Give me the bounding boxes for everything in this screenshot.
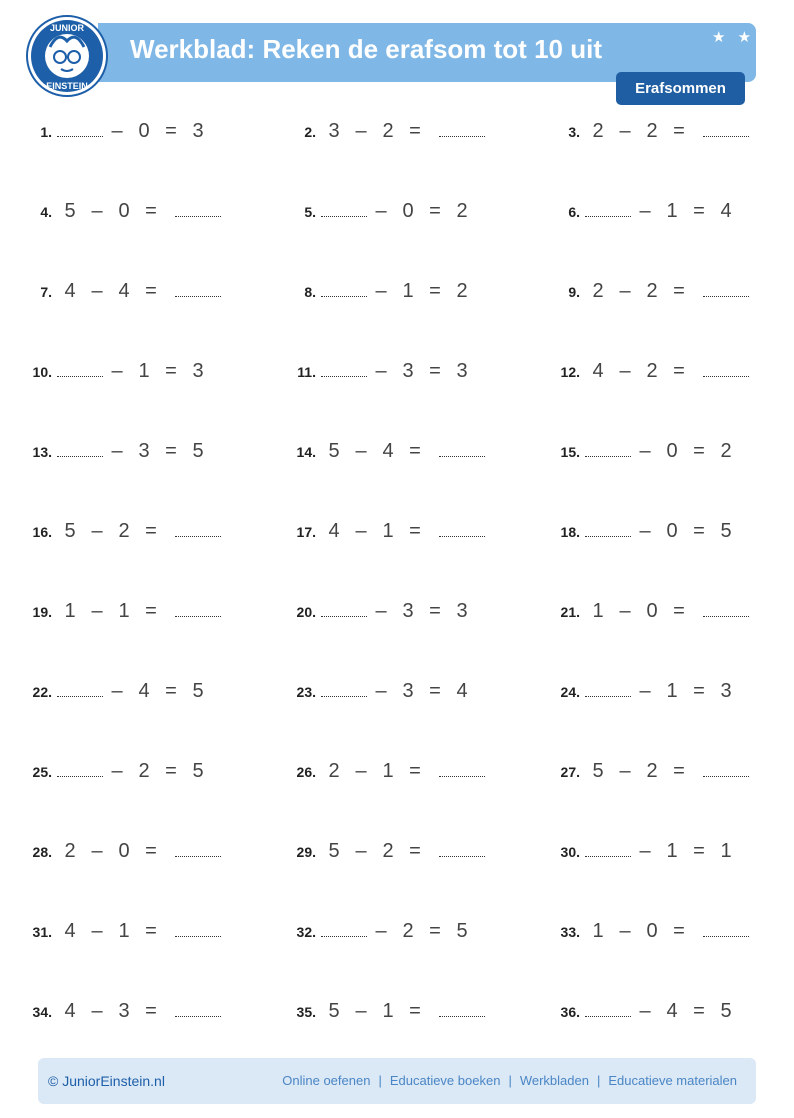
operand-a: 3 bbox=[328, 120, 340, 142]
operand-b: 2 bbox=[646, 760, 658, 782]
result: 3 bbox=[192, 120, 204, 142]
answer-blank[interactable] bbox=[703, 775, 749, 777]
operand-b: 0 bbox=[138, 120, 150, 142]
minus-sign: – bbox=[355, 440, 367, 462]
equals-sign: = bbox=[409, 520, 421, 542]
minus-sign: – bbox=[639, 200, 651, 222]
operand-b: 1 bbox=[382, 1000, 394, 1022]
exercise-item bbox=[278, 760, 485, 790]
answer-blank[interactable] bbox=[439, 455, 485, 457]
minus-sign: – bbox=[619, 120, 631, 142]
footer-link-werkbladen[interactable]: Werkbladen bbox=[519, 1073, 589, 1088]
operand-a: 4 bbox=[592, 360, 604, 382]
exercise-number: 29. bbox=[296, 844, 316, 860]
operand-b: 2 bbox=[646, 280, 658, 302]
exercise-number: 2. bbox=[304, 124, 316, 140]
exercise-item bbox=[278, 920, 475, 950]
exercise-item bbox=[542, 200, 739, 230]
equals-sign: = bbox=[673, 120, 685, 142]
equals-sign: = bbox=[145, 840, 157, 862]
answer-blank[interactable] bbox=[175, 1015, 221, 1017]
operand-a: 2 bbox=[592, 280, 604, 302]
exercise-number: 14. bbox=[296, 444, 316, 460]
exercise-number: 13. bbox=[32, 444, 52, 460]
equals-sign: = bbox=[693, 680, 705, 702]
exercise-number: 10. bbox=[32, 364, 52, 380]
minus-sign: – bbox=[639, 440, 651, 462]
answer-blank[interactable] bbox=[57, 775, 103, 777]
answer-blank[interactable] bbox=[175, 935, 221, 937]
answer-blank[interactable] bbox=[585, 215, 631, 217]
answer-blank[interactable] bbox=[439, 855, 485, 857]
exercise-item bbox=[542, 1000, 739, 1030]
equals-sign: = bbox=[429, 360, 441, 382]
minus-sign: – bbox=[639, 840, 651, 862]
operand-a: 5 bbox=[328, 1000, 340, 1022]
minus-sign: – bbox=[111, 680, 123, 702]
result: 2 bbox=[456, 200, 468, 222]
equals-sign: = bbox=[409, 120, 421, 142]
exercise-number: 1. bbox=[40, 124, 52, 140]
exercise-item bbox=[14, 840, 221, 870]
minus-sign: – bbox=[355, 840, 367, 862]
minus-sign: – bbox=[619, 600, 631, 622]
minus-sign: – bbox=[91, 280, 103, 302]
exercise-number: 30. bbox=[560, 844, 580, 860]
equals-sign: = bbox=[145, 280, 157, 302]
footer-link-educatieve-materialen[interactable]: Educatieve materialen bbox=[608, 1073, 737, 1088]
operand-b: 4 bbox=[382, 440, 394, 462]
operand-b: 4 bbox=[118, 280, 130, 302]
result: 3 bbox=[456, 600, 468, 622]
result: 4 bbox=[720, 200, 732, 222]
exercise-number: 8. bbox=[304, 284, 316, 300]
operand-a: 5 bbox=[64, 520, 76, 542]
minus-sign: – bbox=[111, 760, 123, 782]
answer-blank[interactable] bbox=[585, 855, 631, 857]
operand-b: 3 bbox=[402, 360, 414, 382]
operand-b: 2 bbox=[646, 120, 658, 142]
exercise-item bbox=[14, 280, 221, 310]
exercise-number: 6. bbox=[568, 204, 580, 220]
equals-sign: = bbox=[145, 520, 157, 542]
equals-sign: = bbox=[409, 840, 421, 862]
operand-b: 4 bbox=[666, 1000, 678, 1022]
minus-sign: – bbox=[91, 840, 103, 862]
equals-sign: = bbox=[145, 1000, 157, 1022]
answer-blank[interactable] bbox=[439, 1015, 485, 1017]
footer-site-link[interactable]: © JuniorEinstein.nl bbox=[48, 1073, 165, 1089]
operand-b: 4 bbox=[138, 680, 150, 702]
operand-b: 3 bbox=[138, 440, 150, 462]
equals-sign: = bbox=[145, 920, 157, 942]
answer-blank[interactable] bbox=[439, 775, 485, 777]
answer-blank[interactable] bbox=[57, 695, 103, 697]
exercise-item bbox=[542, 280, 749, 310]
operand-b: 1 bbox=[402, 280, 414, 302]
minus-sign: – bbox=[91, 600, 103, 622]
answer-blank[interactable] bbox=[703, 375, 749, 377]
minus-sign: – bbox=[111, 360, 123, 382]
result: 3 bbox=[456, 360, 468, 382]
exercise-number: 33. bbox=[560, 924, 580, 940]
operand-a: 2 bbox=[64, 840, 76, 862]
exercise-number: 26. bbox=[296, 764, 316, 780]
exercise-item bbox=[542, 920, 749, 950]
minus-sign: – bbox=[375, 200, 387, 222]
exercise-number: 27. bbox=[560, 764, 580, 780]
minus-sign: – bbox=[619, 760, 631, 782]
operand-a: 5 bbox=[328, 840, 340, 862]
exercise-number: 17. bbox=[296, 524, 316, 540]
answer-blank[interactable] bbox=[175, 535, 221, 537]
equals-sign: = bbox=[165, 680, 177, 702]
exercise-number: 21. bbox=[560, 604, 580, 620]
answer-blank[interactable] bbox=[703, 295, 749, 297]
operand-a: 4 bbox=[64, 280, 76, 302]
operand-a: 1 bbox=[592, 600, 604, 622]
answer-blank[interactable] bbox=[703, 135, 749, 137]
answer-blank[interactable] bbox=[57, 135, 103, 137]
operand-a: 1 bbox=[592, 920, 604, 942]
answer-blank[interactable] bbox=[585, 1015, 631, 1017]
operand-a: 4 bbox=[64, 920, 76, 942]
answer-blank[interactable] bbox=[439, 135, 485, 137]
operand-a: 4 bbox=[64, 1000, 76, 1022]
answer-blank[interactable] bbox=[703, 935, 749, 937]
answer-blank[interactable] bbox=[585, 535, 631, 537]
answer-blank[interactable] bbox=[175, 855, 221, 857]
minus-sign: – bbox=[355, 120, 367, 142]
minus-sign: – bbox=[111, 440, 123, 462]
answer-blank[interactable] bbox=[321, 935, 367, 937]
result: 1 bbox=[720, 840, 732, 862]
operand-b: 0 bbox=[646, 600, 658, 622]
footer-separator: | bbox=[508, 1073, 512, 1088]
equals-sign: = bbox=[673, 920, 685, 942]
exercise-number: 34. bbox=[32, 1004, 52, 1020]
operand-a: 5 bbox=[64, 200, 76, 222]
operand-b: 0 bbox=[118, 840, 130, 862]
exercise-number: 7. bbox=[40, 284, 52, 300]
exercise-item bbox=[14, 920, 221, 950]
operand-b: 0 bbox=[666, 440, 678, 462]
operand-b: 0 bbox=[118, 200, 130, 222]
result: 4 bbox=[456, 680, 468, 702]
svg-text:JUNIOR: JUNIOR bbox=[49, 23, 85, 33]
exercise-item bbox=[14, 360, 211, 390]
exercise-item bbox=[278, 440, 485, 470]
category-badge[interactable]: Erafsommen bbox=[616, 72, 745, 105]
operand-a: 5 bbox=[592, 760, 604, 782]
equals-sign: = bbox=[165, 120, 177, 142]
footer-links bbox=[282, 1073, 737, 1088]
minus-sign: – bbox=[91, 920, 103, 942]
operand-a: 2 bbox=[328, 760, 340, 782]
answer-blank[interactable] bbox=[321, 295, 367, 297]
exercise-number: 19. bbox=[32, 604, 52, 620]
exercise-number: 31. bbox=[32, 924, 52, 940]
result: 2 bbox=[720, 440, 732, 462]
operand-b: 1 bbox=[382, 760, 394, 782]
result: 5 bbox=[192, 440, 204, 462]
minus-sign: – bbox=[619, 360, 631, 382]
exercise-number: 12. bbox=[560, 364, 580, 380]
equals-sign: = bbox=[145, 200, 157, 222]
exercise-item bbox=[278, 840, 485, 870]
exercise-number: 22. bbox=[32, 684, 52, 700]
svg-text:EINSTEIN: EINSTEIN bbox=[46, 81, 88, 91]
result: 5 bbox=[720, 520, 732, 542]
exercise-number: 36. bbox=[560, 1004, 580, 1020]
operand-b: 1 bbox=[666, 840, 678, 862]
exercise-item bbox=[14, 680, 211, 710]
exercise-number: 11. bbox=[297, 364, 316, 380]
operand-b: 2 bbox=[382, 120, 394, 142]
result: 2 bbox=[456, 280, 468, 302]
equals-sign: = bbox=[409, 440, 421, 462]
equals-sign: = bbox=[693, 200, 705, 222]
answer-blank[interactable] bbox=[57, 455, 103, 457]
operand-a: 1 bbox=[64, 600, 76, 622]
result: 5 bbox=[192, 680, 204, 702]
exercise-item bbox=[14, 440, 211, 470]
exercise-number: 32. bbox=[296, 924, 316, 940]
operand-b: 3 bbox=[118, 1000, 130, 1022]
exercise-item bbox=[14, 200, 221, 230]
equals-sign: = bbox=[429, 200, 441, 222]
minus-sign: – bbox=[639, 680, 651, 702]
exercise-item bbox=[278, 200, 475, 230]
operand-b: 0 bbox=[646, 920, 658, 942]
answer-blank[interactable] bbox=[321, 375, 367, 377]
operand-a: 2 bbox=[592, 120, 604, 142]
footer bbox=[38, 1058, 756, 1104]
operand-a: 5 bbox=[328, 440, 340, 462]
operand-b: 1 bbox=[118, 920, 130, 942]
equals-sign: = bbox=[673, 280, 685, 302]
equals-sign: = bbox=[409, 1000, 421, 1022]
operand-a: 4 bbox=[328, 520, 340, 542]
equals-sign: = bbox=[409, 760, 421, 782]
exercise-number: 23. bbox=[296, 684, 316, 700]
exercise-item bbox=[278, 1000, 485, 1030]
minus-sign: – bbox=[355, 1000, 367, 1022]
minus-sign: – bbox=[639, 1000, 651, 1022]
equals-sign: = bbox=[429, 600, 441, 622]
exercise-item bbox=[14, 520, 221, 550]
minus-sign: – bbox=[375, 360, 387, 382]
exercise-item bbox=[542, 840, 739, 870]
exercise-item bbox=[542, 760, 749, 790]
answer-blank[interactable] bbox=[585, 455, 631, 457]
exercise-number: 25. bbox=[32, 764, 52, 780]
operand-b: 1 bbox=[118, 600, 130, 622]
equals-sign: = bbox=[673, 600, 685, 622]
minus-sign: – bbox=[375, 600, 387, 622]
answer-blank[interactable] bbox=[175, 215, 221, 217]
operand-b: 2 bbox=[402, 920, 414, 942]
exercise-number: 24. bbox=[560, 684, 580, 700]
minus-sign: – bbox=[375, 280, 387, 302]
operand-b: 3 bbox=[402, 600, 414, 622]
exercise-item bbox=[542, 680, 739, 710]
minus-sign: – bbox=[91, 520, 103, 542]
exercise-item bbox=[542, 120, 749, 150]
exercise-number: 3. bbox=[568, 124, 580, 140]
equals-sign: = bbox=[673, 760, 685, 782]
answer-blank[interactable] bbox=[439, 535, 485, 537]
exercise-item bbox=[542, 360, 749, 390]
page-title: Werkblad: Reken de erafsom tot 10 uit bbox=[130, 34, 602, 64]
exercise-number: 16. bbox=[32, 524, 52, 540]
exercise-item bbox=[278, 280, 475, 310]
minus-sign: – bbox=[619, 920, 631, 942]
answer-blank[interactable] bbox=[585, 695, 631, 697]
operand-b: 1 bbox=[666, 200, 678, 222]
equals-sign: = bbox=[165, 760, 177, 782]
exercise-item bbox=[14, 760, 211, 790]
footer-separator: | bbox=[596, 1073, 601, 1088]
star-rating: ★ ★ bbox=[712, 29, 756, 46]
result: 5 bbox=[720, 1000, 732, 1022]
answer-blank[interactable] bbox=[703, 615, 749, 617]
operand-b: 0 bbox=[402, 200, 414, 222]
operand-b: 1 bbox=[138, 360, 150, 382]
footer-separator: | bbox=[378, 1073, 382, 1088]
minus-sign: – bbox=[375, 920, 387, 942]
equals-sign: = bbox=[693, 1000, 705, 1022]
equals-sign: = bbox=[693, 840, 705, 862]
exercise-item bbox=[278, 360, 475, 390]
exercise-item bbox=[278, 600, 475, 630]
operand-b: 3 bbox=[402, 680, 414, 702]
answer-blank[interactable] bbox=[321, 615, 367, 617]
result: 5 bbox=[456, 920, 468, 942]
exercise-item bbox=[14, 120, 211, 150]
minus-sign: – bbox=[375, 680, 387, 702]
exercise-number: 35. bbox=[296, 1004, 316, 1020]
equals-sign: = bbox=[429, 680, 441, 702]
equals-sign: = bbox=[165, 360, 177, 382]
exercise-item bbox=[278, 680, 475, 710]
exercise-item bbox=[542, 520, 739, 550]
result: 3 bbox=[192, 360, 204, 382]
operand-b: 1 bbox=[666, 680, 678, 702]
exercise-item bbox=[14, 1000, 221, 1030]
answer-blank[interactable] bbox=[175, 615, 221, 617]
minus-sign: – bbox=[91, 1000, 103, 1022]
exercise-number: 18. bbox=[560, 524, 580, 540]
exercise-number: 20. bbox=[296, 604, 316, 620]
footer-link-online-oefenen[interactable]: Online oefenen bbox=[282, 1073, 371, 1088]
minus-sign: – bbox=[91, 200, 103, 222]
exercise-number: 15. bbox=[560, 444, 580, 460]
equals-sign: = bbox=[145, 600, 157, 622]
footer-link-educatieve-boeken[interactable]: Educatieve boeken bbox=[389, 1073, 501, 1088]
result: 3 bbox=[720, 680, 732, 702]
exercise-number: 4. bbox=[40, 204, 52, 220]
exercise-number: 28. bbox=[32, 844, 52, 860]
equals-sign: = bbox=[429, 280, 441, 302]
exercise-number: 5. bbox=[304, 204, 316, 220]
exercise-item bbox=[14, 600, 221, 630]
exercise-item bbox=[278, 520, 485, 550]
equals-sign: = bbox=[693, 520, 705, 542]
equals-sign: = bbox=[673, 360, 685, 382]
exercise-item bbox=[278, 120, 485, 150]
exercise-item bbox=[542, 440, 739, 470]
operand-b: 2 bbox=[118, 520, 130, 542]
exercise-item bbox=[542, 600, 749, 630]
equals-sign: = bbox=[429, 920, 441, 942]
result: 5 bbox=[192, 760, 204, 782]
minus-sign: – bbox=[355, 520, 367, 542]
answer-blank[interactable] bbox=[321, 695, 367, 697]
equals-sign: = bbox=[693, 440, 705, 462]
equals-sign: = bbox=[165, 440, 177, 462]
operand-b: 1 bbox=[382, 520, 394, 542]
minus-sign: – bbox=[355, 760, 367, 782]
minus-sign: – bbox=[111, 120, 123, 142]
exercise-number: 9. bbox=[568, 284, 580, 300]
minus-sign: – bbox=[639, 520, 651, 542]
operand-b: 0 bbox=[666, 520, 678, 542]
answer-blank[interactable] bbox=[175, 295, 221, 297]
minus-sign: – bbox=[619, 280, 631, 302]
answer-blank[interactable] bbox=[57, 375, 103, 377]
answer-blank[interactable] bbox=[321, 215, 367, 217]
operand-b: 2 bbox=[138, 760, 150, 782]
operand-b: 2 bbox=[646, 360, 658, 382]
operand-b: 2 bbox=[382, 840, 394, 862]
